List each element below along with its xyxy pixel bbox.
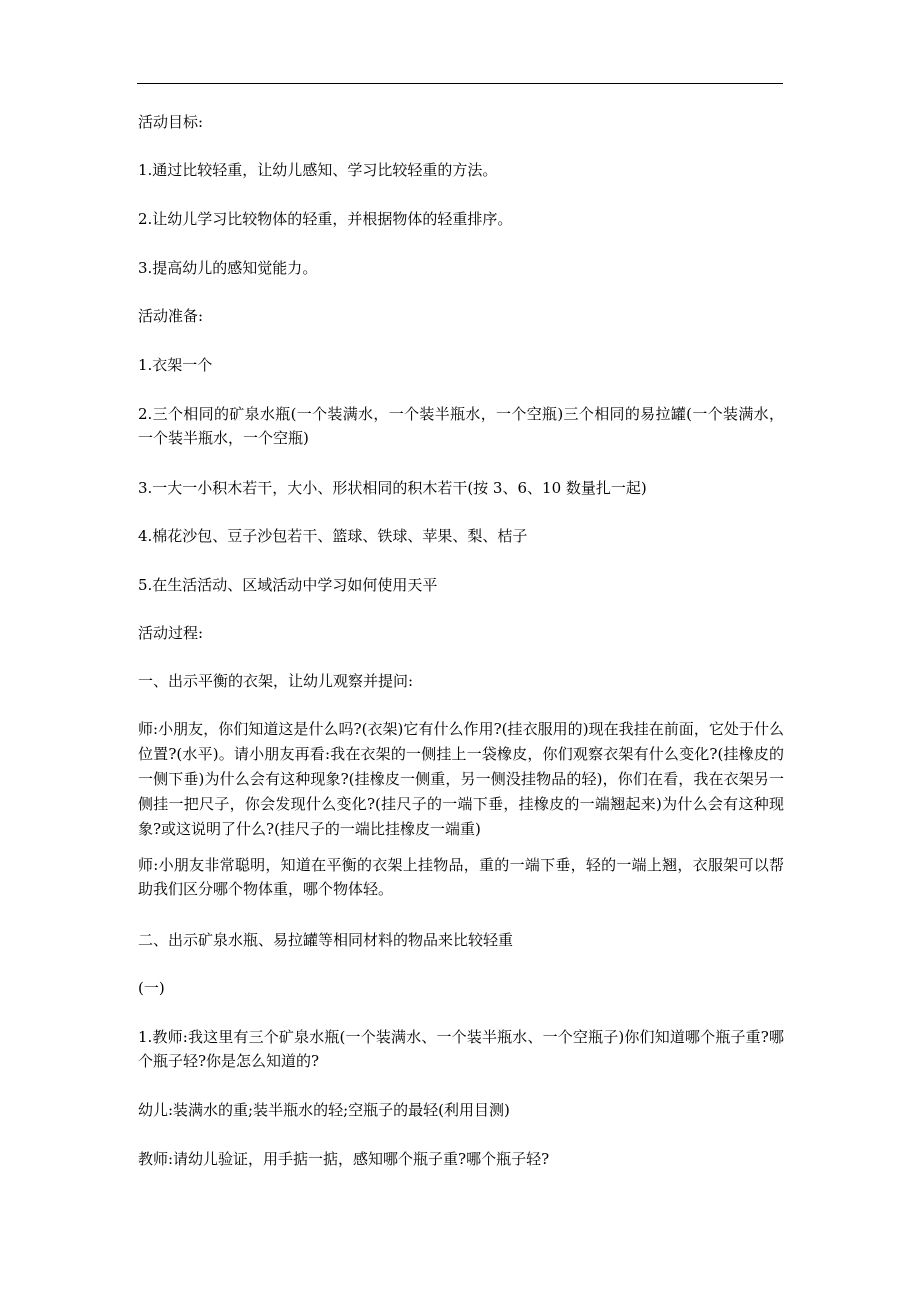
- paragraph: 一、出示平衡的衣架，让幼儿观察并提问:: [138, 672, 414, 690]
- paragraph: 教师:请幼儿验证，用手掂一掂，感知哪个瓶子重?哪个瓶子轻?: [138, 1150, 550, 1168]
- paragraph: 1.通过比较轻重，让幼儿感知、学习比较轻重的方法。: [138, 161, 498, 179]
- paragraph: 4.棉花沙包、豆子沙包若干、篮球、铁球、苹果、梨、桔子: [138, 527, 528, 545]
- paragraph: 2.让幼儿学习比较物体的轻重，并根据物体的轻重排序。: [138, 210, 513, 228]
- header-rule: [137, 83, 783, 84]
- paragraph: 二、出示矿泉水瓶、易拉罐等相同材料的物品来比较轻重: [138, 931, 514, 949]
- paragraph: 5.在生活活动、区域活动中学习如何使用天平: [138, 576, 438, 594]
- paragraph: 幼儿:装满水的重;装半瓶水的轻;空瓶子的最轻(利用目测): [138, 1101, 510, 1119]
- section-heading-goals: 活动目标:: [138, 113, 204, 131]
- section-heading-process: 活动过程:: [138, 624, 204, 642]
- paragraph: 师:小朋友非常聪明，知道在平衡的衣架上挂物品，重的一端下垂，轻的一端上翘，衣服架可以帮助我们区分哪个物体重，哪个物体轻。: [138, 856, 784, 898]
- section-heading-preparation: 活动准备:: [138, 307, 204, 325]
- paragraph: (一): [138, 979, 165, 997]
- paragraph: 师:小朋友，你们知道这是什么吗?(衣架)它有什么作用?(挂衣服用的)现在我挂在前面，它处于什么位置?(水平)。请小朋友再看:我在衣架的一侧挂上一袋橡皮，你们观察衣架有什么变化?(挂橡皮的一侧下垂)为什么会有这种现象?(挂橡皮一侧重，另一侧没挂物品的轻)，你们在看，我在衣架另一侧挂一把尺子，你会发现什么变化?(挂尺子的一端下垂，挂橡皮的一端翘起来)为什么会有这种现象?或这说明了什么?(挂尺子的一端比挂橡皮一端重): [138, 720, 784, 838]
- paragraph: 3.一大一小积木若干，大小、形状相同的积木若干(按 3、6、10 数量扎一起): [138, 479, 647, 497]
- paragraph: 1.衣架一个: [138, 356, 213, 374]
- paragraph: 2.三个相同的矿泉水瓶(一个装满水，一个装半瓶水，一个空瓶)三个相同的易拉罐(一个装满水，一个装半瓶水，一个空瓶): [138, 405, 784, 447]
- paragraph: 3.提高幼儿的感知觉能力。: [138, 259, 318, 277]
- paragraph: 1.教师:我这里有三个矿泉水瓶(一个装满水、一个装半瓶水、一个空瓶子)你们知道哪个瓶子重?哪个瓶子轻?你是怎么知道的?: [138, 1028, 784, 1070]
